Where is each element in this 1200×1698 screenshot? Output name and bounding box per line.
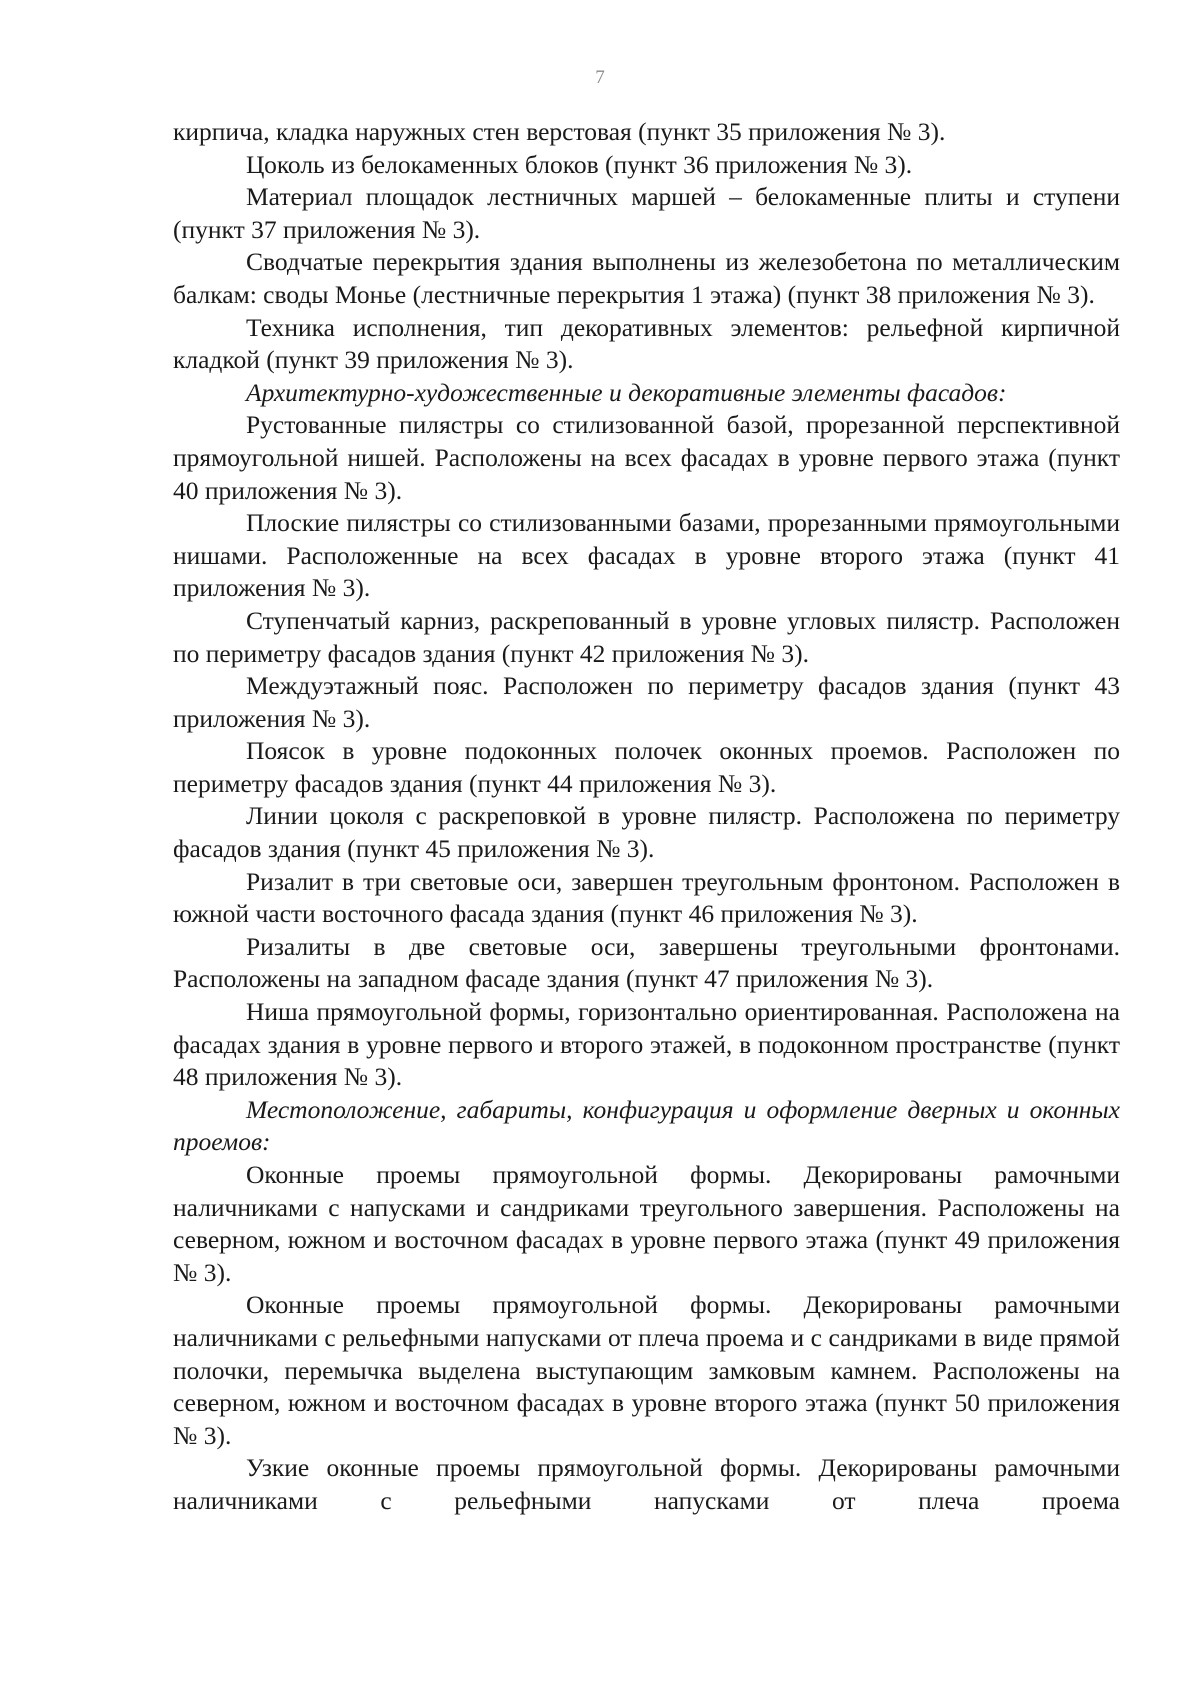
paragraph: Техника исполнения, тип декоративных элементов: рельефной кирпичной кладкой (пункт 39 приложения № 3). [173,312,1120,375]
paragraph: Оконные проемы прямоугольной формы. Декорированы рамочными наличниками с напусками и сандриками треугольного завершения. Расположены на северном, южном и восточном фасадах в уровне первого этажа (пункт 49 приложения № 3). [173,1160,1120,1287]
paragraph: Сводчатые перекрытия здания выполнены из железобетона по металлическим балкам: своды Монье (лестничные перекрытия 1 этажа) (пункт 38 приложения № 3). [173,247,1120,309]
section-heading: Архитектурно-художественные и декоративные элементы фасадов: [246,377,1007,407]
paragraph: Ризалиты в две световые оси, завершены треугольными фронтонами. Расположены на западном фасаде здания (пункт 47 приложения № 3). [173,931,1120,994]
paragraph: Ниша прямоугольной формы, горизонтально ориентированная. Расположена на фасадах здания в уровне первого и второго этажей, в подоконном пространстве (пункт 48 приложения № 3). [173,997,1120,1092]
document-body [173,116,1120,1518]
paragraph: Линии цоколя с раскреповкой в уровне пилястр. Расположена по периметру фасадов здания (пункт 45 приложения № 3). [173,801,1120,864]
paragraph: Поясок в уровне подоконных полочек оконных проемов. Расположен по периметру фасадов здания (пункт 44 приложения № 3). [173,736,1120,798]
paragraph: Материал площадок лестничных маршей – белокаменные плиты и ступени (пункт 37 приложения № 3). [173,182,1120,244]
page-number: 7 [595,67,605,88]
paragraph: Узкие оконные проемы прямоугольной формы. Декорированы рамочными наличниками с рельефными напусками от плеча проема [173,1453,1120,1515]
paragraph: Цоколь из белокаменных блоков (пункт 36 приложения № 3). [246,149,913,179]
paragraph: Плоские пилястры со стилизованными базами, прорезанными прямоугольными нишами. Расположенные на всех фасадах в уровне второго этажа (пункт 41 приложения № 3). [173,508,1120,603]
section-heading: Местоположение, габариты, конфигурация и оформление дверных и оконных проемов: [173,1094,1120,1157]
paragraph: Междуэтажный пояс. Расположен по периметру фасадов здания (пункт 43 приложения № 3). [173,671,1120,733]
paragraph: кирпича, кладка наружных стен верстовая (пункт 35 приложения № 3). [173,117,946,146]
paragraph: Ступенчатый карниз, раскрепованный в уровне угловых пилястр. Расположен по периметру фасадов здания (пункт 42 приложения № 3). [173,605,1120,668]
paragraph: Ризалит в три световые оси, завершен треугольным фронтоном. Расположен в южной части восточного фасада здания (пункт 46 приложения № 3). [173,866,1120,929]
paragraph: Оконные проемы прямоугольной формы. Декорированы рамочными наличниками с рельефными напусками от плеча проема и с сандриками в виде прямой полочки, перемычка выделена выступающим замковым камнем. Расположены на северном, южном и восточном фасадах в уровне второго этажа (пункт 50 приложения № 3). [173,1290,1120,1450]
paragraph: Рустованные пилястры со стилизованной базой, прорезанной перспективной прямоугольной нишей. Расположены на всех фасадах в уровне первого этажа (пункт 40 приложения № 3). [173,410,1120,505]
